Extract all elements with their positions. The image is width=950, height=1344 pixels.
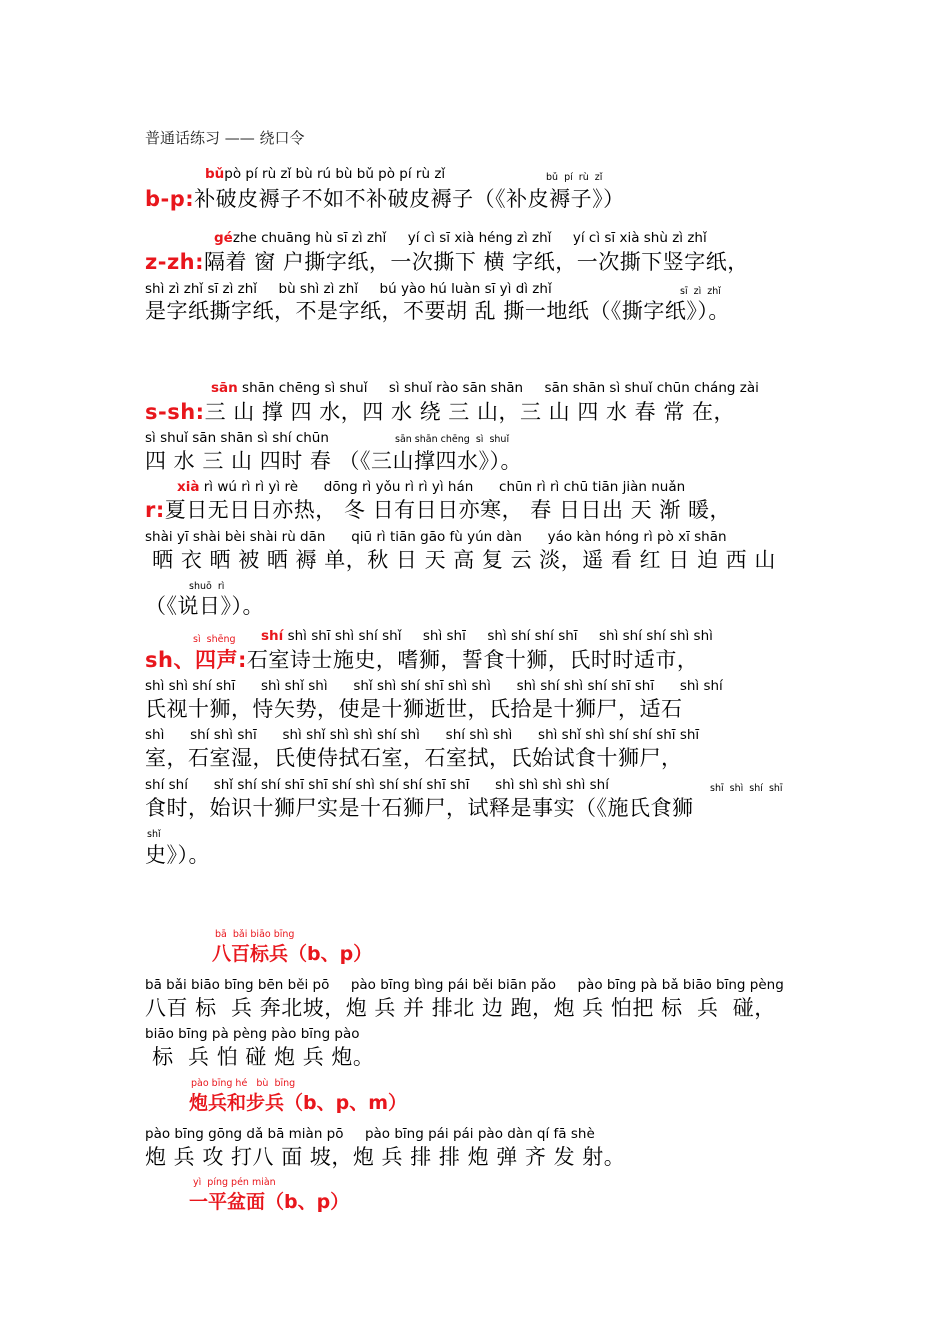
section-title: 八百标兵（b、p） <box>212 943 373 965</box>
section-label: b-p: <box>145 187 195 211</box>
pinyin-highlight: bǔ <box>205 166 225 182</box>
hanzi-text: 石室诗士施史，嗜狮，誓食十狮，氏时时适市， <box>246 648 699 672</box>
pinyin-line: shì shí shì shī shì shǐ shì shì shí shì shí shì shì shì shǐ shì shí shí shī shī <box>145 727 700 743</box>
pinyin-line <box>211 380 759 396</box>
pinyin-line: shì shì shí shī shì shǐ shì shǐ shì shí shī shì shì shì shí shì shí shī shī shì shí <box>145 678 723 694</box>
section-label: r: <box>145 498 165 522</box>
pinyin-line: bā bǎi biāo bīng bēn běi pō pào bīng bìng pái běi biān pǎo pào bīng pà bǎ biāo bīng pèng <box>145 977 784 993</box>
tongue-twister-line: 标 兵 怕 碰 炮 兵 炮。 <box>145 1045 375 1069</box>
hanzi-text: 隔着 窗 户撕字纸，一次撕下 横 字纸，一次撕下竖字纸， <box>204 250 749 274</box>
tongue-twister-line: 四 水 三 山 四时 春 （《三山撑四水》）。 <box>145 449 523 473</box>
pinyin-line: pào bīng gōng dǎ bā miàn pō pào bīng pái pái pào dàn qí fā shè <box>145 1126 595 1142</box>
section-title: 炮兵和步兵（b、p、m） <box>189 1092 407 1114</box>
tongue-twister-line: （《说日》）。 <box>145 594 264 618</box>
pinyin-line: sì shuǐ sān shān sì shí chūn <box>145 430 329 446</box>
pinyin-line: shì zì zhǐ sī zì zhǐ bù shì zì zhǐ bú yào hú luàn sī yì dì zhǐ <box>145 281 552 297</box>
pinyin-title: bǔ pí rù zǐ <box>546 172 603 183</box>
pinyin-text: shì shī shì shí shǐ shì shī shì shí shí shī shì shí shí shì shì <box>283 628 713 644</box>
pinyin-title: sān shān chēng sì shuǐ <box>395 434 510 445</box>
pinyin-line <box>261 628 713 644</box>
pinyin-line: biāo bīng pà pèng pào bīng pào <box>145 1026 360 1042</box>
tongue-twister-line: 炮 兵 攻 打八 面 坡，炮 兵 排 排 炮 弹 齐 发 射。 <box>145 1145 626 1169</box>
pinyin-title: sī zì zhǐ <box>680 286 721 297</box>
tongue-twister-line: 食时，始识十狮尸实是十石狮尸，试释是事实（《施氏食狮 <box>145 796 694 820</box>
pinyin-highlight: gé <box>214 230 233 246</box>
tongue-twister-line <box>145 399 735 425</box>
pinyin-title: sì shēng <box>193 634 236 645</box>
section-label: z-zh: <box>145 250 205 274</box>
pinyin-line <box>205 166 445 182</box>
pinyin-highlight: shí <box>261 628 284 644</box>
pinyin-line <box>177 479 685 495</box>
pinyin-line: shài yī shài bèi shài rù dān qiū rì tiān gāo fù yún dàn yáo kàn hóng rì pò xī shān <box>145 529 727 545</box>
pinyin-title: yì píng pén miàn <box>193 1177 276 1188</box>
page-header: 普通话练习 —— 绕口令 <box>145 129 305 147</box>
pinyin-title: shuō rì <box>189 581 225 592</box>
pinyin-line <box>214 230 707 246</box>
pinyin-title: shī shì shí shī <box>710 783 783 794</box>
hanzi-text: 夏日无日日亦热， 冬 日有日日亦寒， 春 日日出 天 渐 暖， <box>164 498 731 522</box>
tongue-twister-line <box>145 186 625 212</box>
pinyin-text: shān chēng sì shuǐ sì shuǐ rào sān shān sān shān sì shuǐ chūn cháng zài <box>237 380 759 396</box>
section-label: s-sh: <box>145 400 205 424</box>
tongue-twister-line: 晒 衣 晒 被 晒 褥 单，秋 日 天 高 复 云 淡，遥 看 红 日 迫 西 山 <box>145 548 776 572</box>
pinyin-title: bā bǎi biāo bīng <box>215 929 295 940</box>
section-label: sh、四声: <box>145 648 247 672</box>
pinyin-title: pào bīng hé bù bīng <box>191 1078 296 1089</box>
pinyin-text: rì wú rì rì yì rè dōng rì yǒu rì rì yì hán chūn rì rì chū tiān jiàn nuǎn <box>199 479 686 495</box>
tongue-twister-line <box>145 647 698 673</box>
tongue-twister-line: 氏视十狮，恃矢势，使是十狮逝世，氏拾是十狮尸，适石 <box>145 697 683 721</box>
pinyin-highlight: sān <box>211 380 238 396</box>
tongue-twister-line: 是字纸撕字纸，不是字纸，不要胡 乱 撕一地纸（《撕字纸》）。 <box>145 299 730 323</box>
section-title: 一平盆面（b、p） <box>189 1191 350 1213</box>
pinyin-text: zhe chuāng hù sī zì zhǐ yí cì sī xià héng zì zhǐ yí cì sī xià shù zì zhǐ <box>232 230 707 246</box>
pinyin-highlight: xià <box>177 479 200 495</box>
tongue-twister-line <box>145 497 731 523</box>
hanzi-text: 三 山 撑 四 水，四 水 绕 三 山，三 山 四 水 春 常 在， <box>204 400 736 424</box>
tongue-twister-line: 室，石室湿，氏使侍拭石室，石室拭，氏始试食十狮尸， <box>145 746 683 770</box>
pinyin-line: shǐ <box>147 829 161 840</box>
tongue-twister-line <box>145 249 749 275</box>
tongue-twister-line: 史》）。 <box>145 843 210 867</box>
pinyin-line: shí shí shǐ shí shí shī shī shí shì shí shí shī shī shì shì shì shì shí <box>145 777 609 793</box>
pinyin-text: pò pí rù zǐ bù rú bù bǔ pò pí rù zǐ <box>224 166 446 182</box>
tongue-twister-line: 八百 标 兵 奔北坡，炮 兵 并 排北 边 跑，炮 兵 怕把 标 兵 碰， <box>145 996 776 1020</box>
hanzi-text: 补破皮褥子不如不补破皮褥子（《补皮褥子》） <box>194 187 625 211</box>
